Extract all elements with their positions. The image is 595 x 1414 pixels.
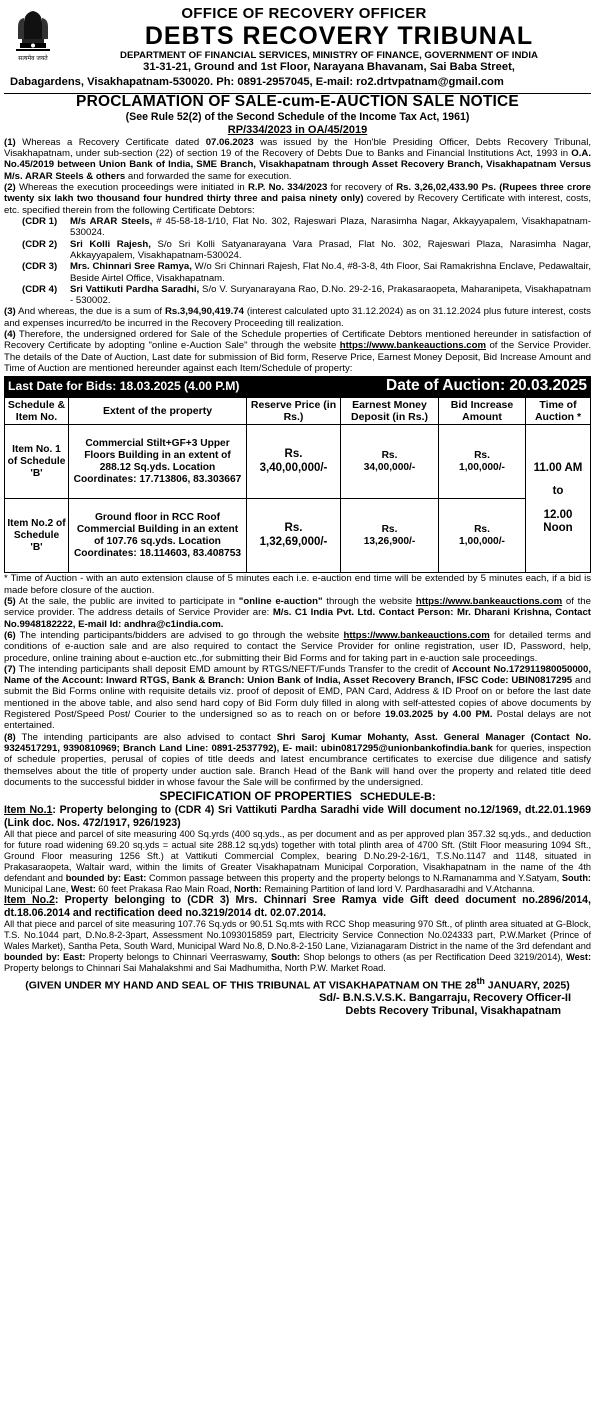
emd-cell: Rs. 34,00,000/- bbox=[341, 425, 439, 499]
table-header-row bbox=[5, 397, 591, 425]
cdr-item: (CDR 1) M/s ARAR Steels, # 45-58-18-1/10, Flat No. 302, Rajeswari Plaza, Narasimha Nagar, Akkayyapalem, Visakhapatnam-530024. bbox=[22, 215, 591, 239]
website-link[interactable]: https://www.bankeauctions.com bbox=[415, 595, 563, 607]
signature-block bbox=[4, 992, 591, 1018]
item-1-body: All that piece and parcel of site measuring 400 Sq.yrds (400 sq.yds., as per document and as per approved plan 357.32 sq.yds., and deduction for future road widening 69.20 sq.yds = actual site 288.12 sq.yds) together with total plinth area of 4700 Sft. (Stilt Floor measuring 1094 Sft., Ground Floor measuring 1256 Sft.) at Vattikuti Commercial Complex, bearing D.No.29-2-16/1, T.S.No.1147 and 1148, situated in Prakasaraopeta, Waltair ward, within the limits of Greater Visakhapatnam Municipal Corporation, Visakhapatnam in the name of the 4th defendant and bounded by: East: Common passage between this property and the property belongs to N.Ramanamma and Y.Satyam, South: Municipal Lane, West: 60 feet Prakasa Rao Main Road, North: Remaining Partition of land lord V. Pardhasaradhi and V.Atchanna. bbox=[4, 829, 591, 894]
item-2-body: All that piece and parcel of site measuring 107.76 Sq.yds or 90.51 Sq.mts with RCC Shop measuring 970 Sft., of plinth area situated at G-Block, T.S. No.1044 part, D.No.8-2-3part, Assessment No.1093015859 part, Electricity Service Connection No.024333 part, P.W.Market (Prince of Wales Market), Santha Peta, South Ward, Municipal Ward No.8, D.No.8-2-150 Lane, Vizianagaram District in the name of the 3rd defendant and bounded by: East: Property belongs to Chinnari Veerraswamy, South: Shop belongs to others (as per Rectification Deed 3219/2014), West: Property belongs to Chinnari Sai Mahalakshmi and Sai Madhumitha, North P.W. Market Road. bbox=[4, 919, 592, 973]
extent-cell: Commercial Stilt+GF+3 Upper Floors Building in an extent of 288.12 Sq.yds. Location Coordinates: 17.713806, 83.303667 bbox=[69, 425, 247, 499]
tribunal-name: DEBTS RECOVERY TRIBUNAL bbox=[144, 22, 534, 50]
para-8: (8) The intending participants are also advised to contact Shri Saroj Kumar Mohanty, Asst. General Manager (Contact No. 9324517291, 9390810969; Branch Land Line: 0891-2537792), E- mail: ubin0817295@unionbankofindia.bank for queries, inspection of schedule properties, perusal of copies of title deeds and latest encumbrance certificates to exercise due diligence and satisfy themselves about the title of property under auction sale. Branch Head of the Bank will hand over the property and related title deed documents to the successful bidder in whose favour the Sale will be confirmed by the undersigned. bbox=[4, 731, 591, 788]
para-1: (1) Whereas a Recovery Certificate dated 07.06.2023 was issued by the Hon'ble Presiding Officer, Debts Recovery Tribunal, Visakhapatnam, under sub-section (22) of section 19 of the Recovery of Debts Due to Banks and Financial Institutions Act, 1993 in O.A. No.45/2019 between Union Bank of India, SME Branch, Visakhapatnam through Asset Recovery Branch, Visakhapatnam Versus M/s. ARAR Steels & others and forwarded the same for execution. bbox=[4, 136, 591, 182]
auction-date: Date of Auction: 20.03.2025 bbox=[386, 377, 587, 395]
time-of-auction-cell: 11.00 AM to 12.00 Noon bbox=[526, 425, 591, 573]
emblem-motto: सत्यमेव जयते bbox=[18, 55, 48, 62]
signatory-office: Debts Recovery Tribunal, Visakhapatnam bbox=[345, 1004, 561, 1017]
reserve-price-cell: Rs. 1,32,69,000/- bbox=[247, 499, 341, 573]
para-4: (4) Therefore, the undersigned ordered for Sale of the Schedule properties of Certificate Debtors mentioned hereunder in satisfaction of Recovery Certificate by adopting "online e-Auction Sale" through the website https://www.bankeauctions.com of the Service Provider. The details of the Date of Auction, Last date for submission of Bid form, Reserve Price, Earnest Money Deposit, Bid Increase Amount and Time of Auction are mentioned hereunder against each Item/Schedule of property: bbox=[4, 329, 591, 374]
para-3: (3) And whereas, the due is a sum of Rs.3,94,90,419.74 (interest calculated upto 31.12.2024) as on 31.12.2024 plus future interest, costs and expenses incurred/to be incurred in the Recovery Proceeding till realization. bbox=[4, 306, 591, 329]
reserve-price-cell: Rs. 3,40,00,000/- bbox=[247, 425, 341, 499]
header bbox=[4, 3, 591, 113]
para-2: (2) Whereas the execution proceedings were initiated in R.P. No. 334/2023 for recovery of Rs. 3,26,02,433.90 Ps. (Rupees three crore twenty six lakh two thousand four hundred thirty three and paisa ninety only) covered by Recovery Certificate with interest, costs, etc. specified therein from the following Certificate Debtors: bbox=[4, 182, 592, 216]
extent-cell: Ground floor in RCC Roof Commercial Building in an extent of 107.76 sq.yds. Location Coordinates: 18.114603, 83.408753 bbox=[69, 499, 247, 573]
header-divider bbox=[4, 93, 591, 111]
emd-cell: Rs. 13,26,900/- bbox=[341, 499, 439, 573]
bid-dates-bar bbox=[4, 376, 591, 396]
col-header: Schedule & Item No. bbox=[5, 397, 69, 425]
bid-increase-cell: Rs. 1,00,000/- bbox=[439, 499, 526, 573]
given-under-hand: (GIVEN UNDER MY HAND AND SEAL OF THIS TRIBUNAL AT VISAKHAPATNAM ON THE 28th JANUARY, 2025) bbox=[25, 975, 570, 992]
table-row bbox=[5, 425, 591, 499]
address-line-2: Dabagardens, Visakhapatnam-530020. Ph: 0891-2957045, E-mail: ro2.drtvpatnam@gmail.com bbox=[10, 76, 504, 88]
col-header: Reserve Price (in Rs.) bbox=[247, 397, 341, 425]
cdr-list bbox=[4, 216, 591, 307]
website-link[interactable]: https://www.bankeauctions.com bbox=[339, 340, 486, 352]
item-cell: Item No. 1 of Schedule 'B' bbox=[5, 425, 69, 499]
last-date-for-bids: Last Date for Bids: 18.03.2025 (4.00 P.M) bbox=[8, 379, 240, 394]
col-header: Extent of the property bbox=[69, 397, 247, 425]
website-link[interactable]: https://www.bankeauctions.com bbox=[343, 629, 490, 641]
auction-table bbox=[4, 397, 591, 574]
table-row bbox=[5, 499, 591, 573]
cdr-item: (CDR 2) Sri Kolli Rajesh, S/o Sri Kolli Satyanarayana Vara Prasad, Flat No. 302, Rajeswari Plaza, Narasimha Nagar, Akkayyapalem, Visakhapatnam-530024. bbox=[22, 238, 591, 261]
item-1-heading: Item No.1: Property belonging to (CDR 4) Sri Vattikuti Pardha Saradhi vide Will document no.12/1969, dt.22.01.1969 (Link doc. Nos. 472/1917, 926/1923) bbox=[4, 804, 591, 829]
para-6: (6) The intending participants/bidders are advised to go through the website https://www.bankeauctions.com for detailed terms and conditions of e-auction sale and are also required to contact the Service Provider for online registration, user ID, Password, help, procedure, online training about e-auction etc.,for submitting their Bid Forms and for taking part in e-auction sale proceedings. bbox=[4, 629, 591, 664]
notice-title: PROCLAMATION OF SALE-cum-E-AUCTION SALE NOTICE bbox=[76, 93, 519, 110]
notice-subtitle: (See Rule 52(2) of the Second Schedule of the Income Tax Act, 1961) bbox=[125, 111, 470, 124]
case-number: RP/334/2023 in OA/45/2019 bbox=[227, 123, 368, 136]
cdr-item: (CDR 4) Sri Vattikuti Pardha Saradhi, S/o V. Suryanarayana Rao, D.No. 29-2-16, Prakasaraopeta, Maharanipeta, Visakhapatnam - 530002. bbox=[22, 283, 591, 307]
specification-heading: SPECIFICATION OF PROPERTIES SCHEDULE-B: bbox=[159, 789, 436, 804]
col-header: Bid Increase Amount bbox=[439, 397, 526, 425]
col-header: Earnest Money Deposit (in Rs.) bbox=[341, 397, 439, 425]
para-5: (5) At the sale, the public are invited to participate in "online e-auction" through the website https://www.bankeauctions.com of the service provider. The address details of Service Provider are: M/s. C1 India Pvt. Ltd. Contact Person: Mr. Dharani Krishna, Contact No.9948182222, E-mail Id: andhra@c1india.com. bbox=[4, 595, 592, 630]
cdr-item: (CDR 3) Mrs. Chinnari Sree Ramya, W/o Sri Chinnari Rajesh, Flat No.4, #8-3-8, 4th Floor, Sai Ramakrishna Enclave, Pedawaltair, Beside Airtel Office, Visakhapatnam. bbox=[22, 261, 591, 284]
bid-increase-cell: Rs. 1,00,000/- bbox=[439, 425, 526, 499]
item-cell: Item No.2 of Schedule 'B' bbox=[5, 499, 69, 573]
col-header: Time of Auction * bbox=[526, 397, 591, 425]
time-note: * Time of Auction - with an auto extension clause of 5 minutes each i.e. e-auction end time will be extended by 5 minutes each, if a bid is made before closure of the auction. bbox=[4, 573, 591, 596]
address-line-1: 31-31-21, Ground and 1st Floor, Narayana Bhavanam, Sai Baba Street, bbox=[143, 61, 515, 73]
item-2-heading: Item No.2: Property belonging to (CDR 3) Mrs. Chinnari Sree Ramya vide Gift deed document no.2896/2014, dt.18.06.2014 and rectification deed no.3219/2014 dt. 02.07.2014. bbox=[4, 894, 591, 919]
signatory: Sd/- B.N.S.V.S.K. Bangarraju, Recovery Officer-II bbox=[318, 991, 571, 1004]
ashoka-emblem-icon bbox=[10, 5, 56, 67]
department-line: DEPARTMENT OF FINANCIAL SERVICES, MINISTRY OF FINANCE, GOVERNMENT OF INDIA bbox=[120, 50, 538, 61]
para-7: (7) The intending participants shall deposit EMD amount by RTGS/NEFT/Funds Transfer to the credit of Account No.172911980050000, Name of the Account: Inward RTGS, Bank & Branch: Union Bank of India, Asset Recovery Branch, IFSC Code: UBIN0817295 and submit the Bid Forms online with requisite details viz. proof of deposit of EMD, PAN Card, Address & ID Proof on or before the last date mentioned in the above table, and also send hard copy of Bid Form duly filled in along with self-attested copies of above documents by Registered Post/Speed Post/ Courier to the undersigned so as to reach on or before 19.03.2025 by 4.00 PM. Postal delays are not entertained. bbox=[4, 663, 591, 732]
office-name: OFFICE OF RECOVERY OFFICER bbox=[181, 5, 427, 22]
